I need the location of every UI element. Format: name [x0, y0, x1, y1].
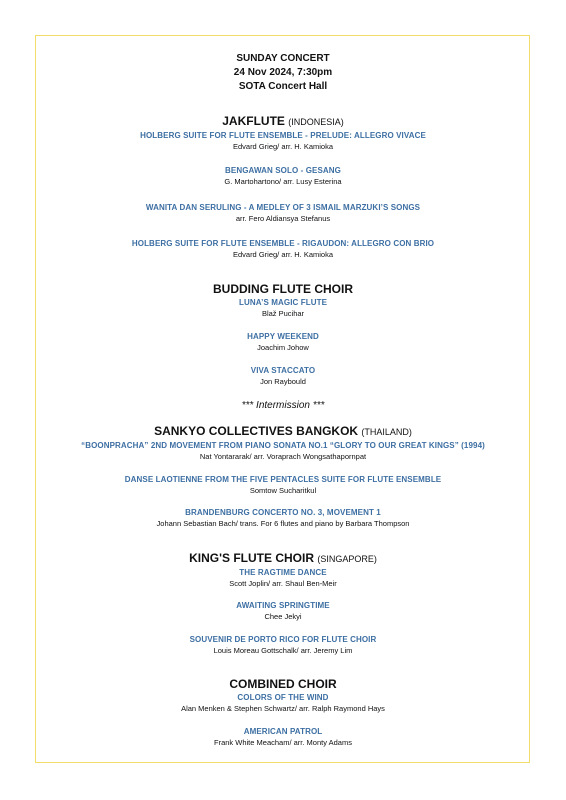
piece-composer: Louis Moreau Gottschalk/ arr. Jeremy Lim [213, 646, 353, 655]
group-heading [0, 677, 566, 692]
group-name: JAKFLUTE [222, 114, 285, 128]
group-name: COMBINED CHOIR [229, 677, 337, 691]
group-country: (INDONESIA) [288, 117, 344, 127]
piece-title: BENGAWAN SOLO - GESANG [225, 166, 341, 175]
piece-title: LUNA’S MAGIC FLUTE [238, 298, 328, 307]
piece-composer: Jon Raybould [260, 377, 306, 386]
group-country: (SINGAPORE) [317, 554, 377, 564]
piece-composer: Nat Yontararak/ arr. Voraprach Wongsathapornpat [199, 452, 367, 461]
piece-composer: Edvard Grieg/ arr. H. Kamioka [232, 250, 334, 259]
piece-title: “BOONPRACHA” 2ND MOVEMENT FROM PIANO SONATA NO.1 “GLORY TO OUR GREAT KINGS” (1994) [81, 441, 485, 450]
group-country: (THAILAND) [361, 427, 412, 437]
piece-title: SOUVENIR DE PORTO RICO FOR FLUTE CHOIR [189, 635, 377, 644]
piece-title: AMERICAN PATROL [243, 727, 323, 736]
piece-title: HOLBERG SUITE FOR FLUTE ENSEMBLE - RIGAUDON: ALLEGRO CON BRIO [131, 239, 435, 248]
piece-title: AWAITING SPRINGTIME [236, 601, 330, 610]
group-heading [0, 114, 566, 130]
piece-composer: Scott Joplin/ arr. Shaul Ben-Meir [229, 579, 337, 588]
group-heading [0, 282, 566, 297]
piece-title: HOLBERG SUITE FOR FLUTE ENSEMBLE - PRELUDE: ALLEGRO VIVACE [140, 131, 426, 140]
concert-venue: SOTA Concert Hall [238, 81, 328, 92]
piece-title: COLORS OF THE WIND [237, 693, 329, 702]
piece-composer: Joachim Johow [257, 343, 309, 352]
group-name: SANKYO COLLECTIVES BANGKOK [154, 424, 359, 438]
group-heading [0, 424, 566, 440]
piece-composer: Somtow Sucharitkul [249, 486, 317, 495]
piece-composer: Blaž Pucihar [261, 309, 305, 318]
concert-day: SUNDAY CONCERT [236, 53, 330, 64]
piece-title: VIVA STACCATO [250, 366, 316, 375]
piece-title: THE RAGTIME DANCE [239, 568, 327, 577]
group-heading [0, 551, 566, 567]
piece-composer: Johann Sebastian Bach/ trans. For 6 flutes and piano by Barbara Thompson [156, 519, 410, 528]
piece-composer: Frank White Meacham/ arr. Monty Adams [214, 738, 352, 747]
group-name: BUDDING FLUTE CHOIR [213, 282, 353, 296]
piece-composer: G. Martohartono/ arr. Lusy Esterina [224, 177, 342, 186]
piece-composer: Edvard Grieg/ arr. H. Kamioka [232, 142, 334, 151]
piece-title: DANSE LAOTIENNE FROM THE FIVE PENTACLES SUITE FOR FLUTE ENSEMBLE [124, 475, 442, 484]
piece-title: BRANDENBURG CONCERTO NO. 3, MOVEMENT 1 [185, 508, 381, 517]
group-name: KING'S FLUTE CHOIR [189, 551, 314, 565]
intermission-marker: *** Intermission *** [241, 400, 325, 411]
piece-composer: arr. Fero Aldiansya Stefanus [235, 214, 331, 223]
piece-composer: Alan Menken & Stephen Schwartz/ arr. Ralph Raymond Hays [181, 704, 385, 713]
concert-datetime: 24 Nov 2024, 7:30pm [233, 67, 333, 78]
piece-title: WANITA DAN SERULING - A MEDLEY OF 3 ISMAIL MARZUKI’S SONGS [145, 203, 421, 212]
piece-composer: Chee Jekyi [264, 612, 302, 621]
piece-title: HAPPY WEEKEND [247, 332, 319, 341]
